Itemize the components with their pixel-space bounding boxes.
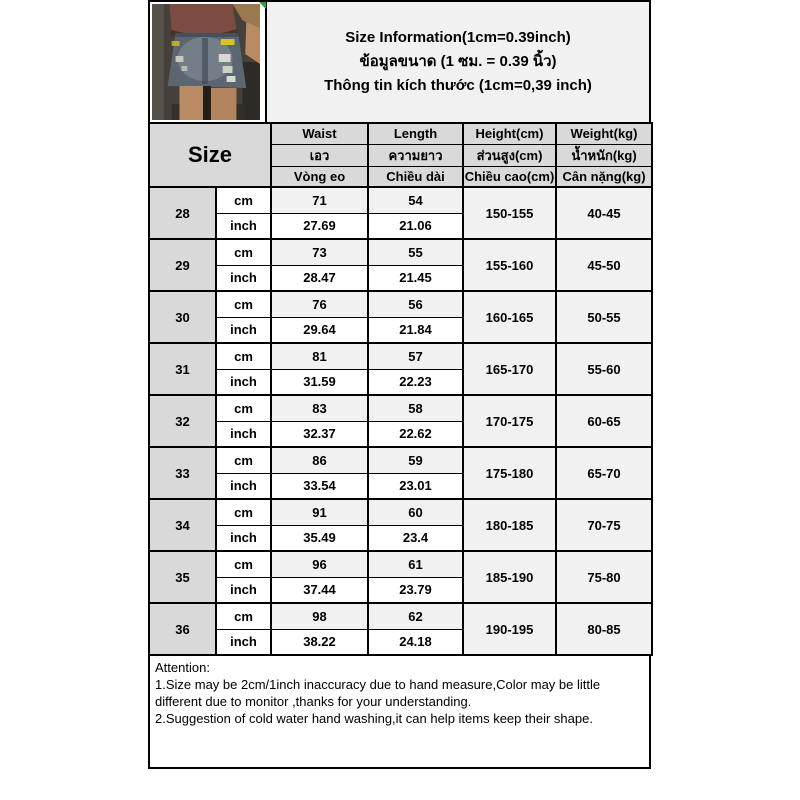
table-row — [149, 499, 652, 525]
weight-range: 50-55 — [556, 291, 652, 343]
size-title-block — [267, 2, 649, 122]
length-value: 21.84 — [368, 317, 463, 343]
unit-cell: inch — [216, 369, 271, 395]
unit-cell: inch — [216, 317, 271, 343]
height-range: 180-185 — [463, 499, 556, 551]
length-value: 23.01 — [368, 473, 463, 499]
waist-value: 83 — [271, 395, 368, 421]
length-value: 58 — [368, 395, 463, 421]
table-row — [149, 291, 652, 317]
attention-section — [148, 656, 651, 769]
weight-range: 40-45 — [556, 187, 652, 239]
weight-range: 70-75 — [556, 499, 652, 551]
length-value: 23.79 — [368, 577, 463, 603]
table-row — [149, 395, 652, 421]
unit-cell: cm — [216, 395, 271, 421]
waist-value: 98 — [271, 603, 368, 629]
height-range: 175-180 — [463, 447, 556, 499]
unit-cell: cm — [216, 239, 271, 265]
size-chart-sheet — [148, 0, 651, 769]
waist-value: 81 — [271, 343, 368, 369]
length-value: 54 — [368, 187, 463, 213]
size-cell: 35 — [149, 551, 216, 603]
unit-cell: cm — [216, 343, 271, 369]
height-range: 190-195 — [463, 603, 556, 655]
unit-cell: inch — [216, 577, 271, 603]
length-value: 60 — [368, 499, 463, 525]
waist-value: 37.44 — [271, 577, 368, 603]
height-range: 150-155 — [463, 187, 556, 239]
weight-range: 45-50 — [556, 239, 652, 291]
length-value: 62 — [368, 603, 463, 629]
unit-cell: cm — [216, 603, 271, 629]
size-cell: 28 — [149, 187, 216, 239]
attention-line-1: 1.Size may be 2cm/1inch inaccuracy due to hand measure,Color may be little different due to monitor ,thanks for your understanding. — [155, 677, 601, 709]
weight-range: 80-85 — [556, 603, 652, 655]
unit-cell: cm — [216, 499, 271, 525]
waist-value: 32.37 — [271, 421, 368, 447]
header-weight-th: น้ำหนัก(kg) — [556, 144, 652, 166]
waist-value: 38.22 — [271, 629, 368, 655]
length-value: 21.45 — [368, 265, 463, 291]
unit-cell: cm — [216, 447, 271, 473]
height-range: 170-175 — [463, 395, 556, 447]
length-value: 23.4 — [368, 525, 463, 551]
size-cell: 32 — [149, 395, 216, 447]
unit-cell: inch — [216, 473, 271, 499]
attention-title: Attention: — [155, 660, 210, 675]
size-cell: 31 — [149, 343, 216, 395]
header-length-en: Length — [368, 123, 463, 144]
header-height-th: ส่วนสูง(cm) — [463, 144, 556, 166]
size-cell: 34 — [149, 499, 216, 551]
waist-value: 29.64 — [271, 317, 368, 343]
weight-range: 65-70 — [556, 447, 652, 499]
height-range: 160-165 — [463, 291, 556, 343]
height-range: 185-190 — [463, 551, 556, 603]
height-range: 155-160 — [463, 239, 556, 291]
weight-range: 60-65 — [556, 395, 652, 447]
waist-value: 33.54 — [271, 473, 368, 499]
unit-cell: cm — [216, 551, 271, 577]
waist-value: 86 — [271, 447, 368, 473]
model-photo-art — [152, 4, 260, 120]
unit-cell: cm — [216, 291, 271, 317]
height-range: 165-170 — [463, 343, 556, 395]
weight-range: 55-60 — [556, 343, 652, 395]
size-cell: 29 — [149, 239, 216, 291]
header-waist-th: เอว — [271, 144, 368, 166]
table-row — [149, 239, 652, 265]
waist-value: 35.49 — [271, 525, 368, 551]
header-waist-vi: Vòng eo — [271, 166, 368, 187]
unit-cell: inch — [216, 213, 271, 239]
header-waist-en: Waist — [271, 123, 368, 144]
size-header-cell: Size — [149, 123, 271, 187]
size-cell: 30 — [149, 291, 216, 343]
waist-value: 73 — [271, 239, 368, 265]
length-value: 55 — [368, 239, 463, 265]
header-length-vi: Chiều dài — [368, 166, 463, 187]
header-length-th: ความยาว — [368, 144, 463, 166]
length-value: 56 — [368, 291, 463, 317]
length-value: 59 — [368, 447, 463, 473]
top-row — [148, 0, 651, 122]
title-line-vi: Thông tin kích thước (1cm=0,39 inch) — [324, 77, 592, 94]
header-weight-en: Weight(kg) — [556, 123, 652, 144]
waist-value: 28.47 — [271, 265, 368, 291]
corner-flag-icon — [259, 2, 266, 9]
unit-cell: cm — [216, 187, 271, 213]
header-weight-vi: Cân nặng(kg) — [556, 166, 652, 187]
length-value: 24.18 — [368, 629, 463, 655]
length-value: 21.06 — [368, 213, 463, 239]
title-line-en: Size Information(1cm=0.39inch) — [345, 29, 571, 46]
table-row — [149, 551, 652, 577]
waist-value: 96 — [271, 551, 368, 577]
header-height-vi: Chiều cao(cm) — [463, 166, 556, 187]
waist-value: 27.69 — [271, 213, 368, 239]
header-height-en: Height(cm) — [463, 123, 556, 144]
length-value: 57 — [368, 343, 463, 369]
weight-range: 75-80 — [556, 551, 652, 603]
size-cell: 33 — [149, 447, 216, 499]
unit-cell: inch — [216, 629, 271, 655]
table-row — [149, 187, 652, 213]
size-cell: 36 — [149, 603, 216, 655]
table-row — [149, 343, 652, 369]
attention-line-2: 2.Suggestion of cold water hand washing,it can help items keep their shape. — [155, 711, 593, 726]
table-row — [149, 603, 652, 629]
waist-value: 76 — [271, 291, 368, 317]
waist-value: 71 — [271, 187, 368, 213]
product-photo — [150, 2, 267, 122]
unit-cell: inch — [216, 525, 271, 551]
waist-value: 31.59 — [271, 369, 368, 395]
unit-cell: inch — [216, 265, 271, 291]
length-value: 22.23 — [368, 369, 463, 395]
length-value: 22.62 — [368, 421, 463, 447]
unit-cell: inch — [216, 421, 271, 447]
title-line-th: ข้อมูลขนาด (1 ซม. = 0.39 นิ้ว) — [359, 53, 557, 70]
size-table — [148, 122, 653, 656]
waist-value: 91 — [271, 499, 368, 525]
table-row — [149, 447, 652, 473]
length-value: 61 — [368, 551, 463, 577]
